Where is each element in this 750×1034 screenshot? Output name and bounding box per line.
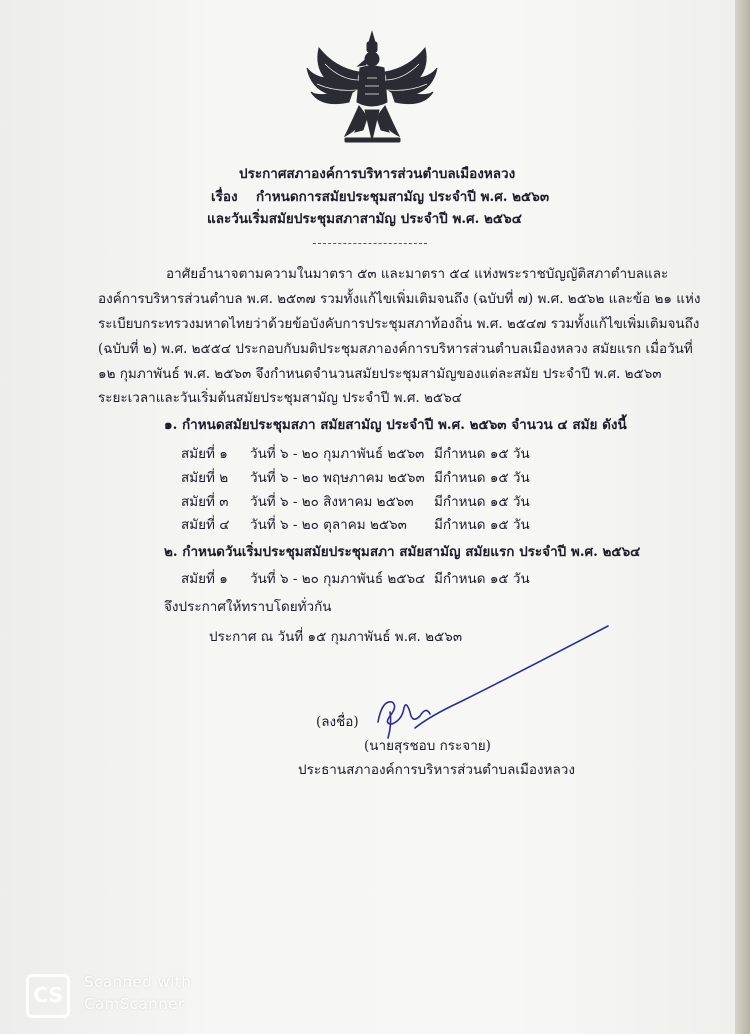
schedule-date: วันที่ ๖ - ๒๐ พฤษภาคม ๒๕๖๓: [250, 470, 425, 486]
schedule-date: วันที่ ๖ - ๒๐ กุมภาพันธ์ ๒๕๖๓: [250, 446, 425, 462]
announce-date: ประกาศ ณ วันที่ ๑๕ กุมภาพันธ์ พ.ศ. ๒๕๖๓: [209, 629, 463, 645]
watermark-line-2: CamScanner: [84, 995, 185, 1013]
schedule-duration: มีกำหนด ๑๕ วัน: [434, 470, 530, 486]
subject-label: เรื่อง: [211, 189, 238, 205]
schedule-session: สมัยที่ ๓: [181, 494, 229, 510]
subject-line-2: และวันเริ่มสมัยประชุมสภาสามัญ ประจำปี พ.ศ. ๒๕๖๔: [207, 211, 522, 227]
schedule-duration: มีกำหนด ๑๕ วัน: [434, 517, 530, 533]
schedule-session: สมัยที่ ๔: [181, 517, 230, 533]
garuda-emblem-icon: [305, 28, 440, 150]
camscanner-logo-icon: CS: [26, 974, 70, 1018]
schedule-duration: มีกำหนด ๑๕ วัน: [434, 446, 530, 462]
announcement-title: ประกาศสภาองค์การบริหารส่วนตำบลเมืองหลวง: [239, 166, 516, 182]
page-edge: [735, 0, 750, 1034]
body-line: ระยะเวลาและวันเริ่มต้นสมัยประชุมสามัญ ประจำปี พ.ศ. ๒๕๖๔: [98, 390, 462, 406]
schedule-duration: มีกำหนด ๑๕ วัน: [434, 571, 530, 587]
schedule-date: วันที่ ๖ - ๒๐ สิงหาคม ๒๕๖๓: [250, 494, 414, 510]
signatory-position: ประธานสภาองค์การบริหารส่วนตำบลเมืองหลวง: [298, 762, 575, 778]
signatory-name: (นายสุรชอบ กระจาย): [364, 738, 491, 754]
section-2-heading: ๒. กำหนดวันเริ่มประชุมสมัยประชุมสภา สมัยสามัญ สมัยแรก ประจำปี พ.ศ. ๒๕๖๔: [164, 544, 641, 560]
closing-announce: จึงประกาศให้ทราบโดยทั่วกัน: [164, 599, 332, 615]
body-line: (ฉบับที่ ๒) พ.ศ. ๒๕๕๔ ประกอบกับมติประชุมสภาองค์การบริหารส่วนตำบลเมืองหลวง สมัยแรก เมื่อวันที่: [98, 341, 693, 357]
body-line: ๑๒ กุมภาพันธ์ พ.ศ. ๒๕๖๓ จึงกำหนดจำนวนสมัยประชุมสามัญของแต่ละสมัย ประจำปี พ.ศ. ๒๕๖๓: [98, 366, 662, 382]
schedule-date: วันที่ ๖ - ๒๐ ตุลาคม ๒๕๖๓: [250, 517, 407, 533]
schedule-session: สมัยที่ ๒: [181, 470, 229, 486]
watermark-line-1: Scanned with: [84, 973, 192, 991]
body-line: องค์การบริหารส่วนตำบล พ.ศ. ๒๕๓๗ รวมทั้งแก้ไขเพิ่มเติมจนถึง (ฉบับที่ ๗) พ.ศ. ๒๕๖๒ และข้อ ๒๑ แห่ง: [98, 291, 701, 307]
schedule-duration: มีกำหนด ๑๕ วัน: [434, 494, 530, 510]
sign-label: (ลงชื่อ): [316, 714, 359, 730]
schedule-date: วันที่ ๖ - ๒๐ กุมภาพันธ์ ๒๕๖๔: [250, 571, 426, 587]
schedule-session: สมัยที่ ๑: [181, 446, 228, 462]
schedule-session: สมัยที่ ๑: [181, 571, 228, 587]
section-1-heading: ๑. กำหนดสมัยประชุมสภา สมัยสามัญ ประจำปี พ.ศ. ๒๕๖๓ จำนวน ๔ สมัย ดังนี้: [164, 417, 627, 433]
body-line: ระเบียบกระทรวงมหาดไทยว่าด้วยข้อบังคับการประชุมสภาท้องถิ่น พ.ศ. ๒๕๔๗ รวมทั้งแก้ไขเพิ่มเติมจนถึง: [98, 316, 700, 332]
body-line: อาศัยอำนาจตามความในมาตรา ๕๓ และมาตรา ๕๔ แห่งพระราชบัญญัติสภาตำบลและ: [166, 266, 669, 282]
header-divider: [313, 243, 427, 244]
subject-line-1: กำหนดการสมัยประชุมสามัญ ประจำปี พ.ศ. ๒๕๖๓: [256, 189, 550, 205]
